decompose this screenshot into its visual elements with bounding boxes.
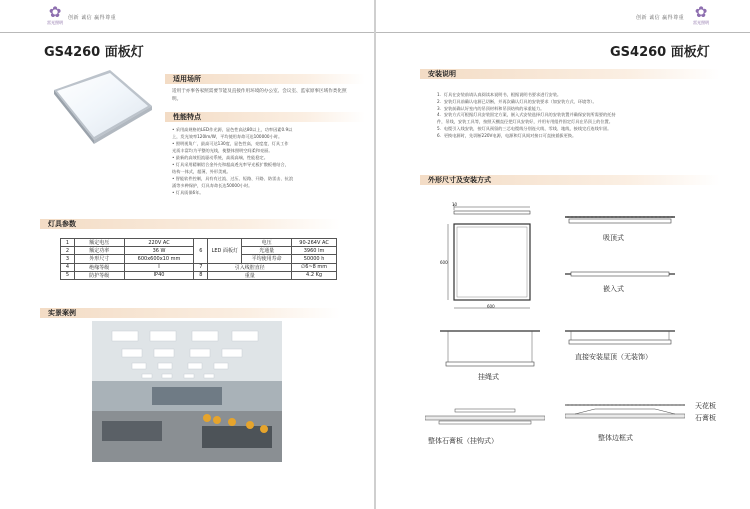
gypsum-frame-drawing xyxy=(565,402,685,426)
flower-icon: ✿ xyxy=(694,3,708,21)
install-step: 5．电缆引入线安装，按灯具预留的三芯电缆线分别连火线、零线、地线，接线完后连线牢固。 xyxy=(437,125,612,131)
feature-item: • 智能软件控制，具有有过流、过压、短路、开路、防雷击、抗浪 xyxy=(172,176,294,181)
section-dimensions: 外形尺寸及安装方式 xyxy=(420,175,720,185)
install-step: 6．更换电源时，先切断220V电源，电源和灯具间对接口可直接插拔更换。 xyxy=(437,132,577,138)
table-row: 3 外形尺寸 600x600x10 mm 平均使用寿命 50000 h xyxy=(61,255,337,263)
table-row: 2 额定功率 36 W 光通量 3960 lm xyxy=(61,247,337,255)
gypsum-hang-drawing xyxy=(425,408,545,428)
left-page xyxy=(0,0,374,509)
office-photo xyxy=(92,321,282,462)
ceiling-board-label: 天花板 xyxy=(695,402,716,410)
page-title: GS4260 面板灯 xyxy=(610,45,710,60)
install-step: 2．安装灯具前确认电源已切断，并再次确认灯具的安装要求（如安装方式、环境等）。 xyxy=(437,98,597,104)
install-step: 件，吊线，安装工具等，按照天棚直径把灯具安装好，并用专用组件固定灯具在吊顶上的位置。 xyxy=(437,119,613,125)
suspended-label: 挂绳式 xyxy=(478,373,499,381)
gypsum-board-label: 石膏板 xyxy=(695,414,716,422)
recessed-label: 嵌入式 xyxy=(603,285,624,293)
applicable-text: 适用于亦事各家照需要节能及直接作用环境的办公室、会议室、监家原事区域作类化照明。 xyxy=(172,89,347,102)
feature-item: • 最新的高效恒流驱动系统，高质高端，性能稳定。 xyxy=(172,155,268,160)
features-list xyxy=(172,126,293,196)
page-title: GS4260 面板灯 xyxy=(44,45,144,60)
panel-light-image xyxy=(40,66,158,150)
section-params: 灯具参数 xyxy=(40,219,340,229)
install-steps xyxy=(437,92,616,140)
dim-thickness: 10 xyxy=(452,202,458,207)
feature-item: • 采用高规格的LED作光源，显色性高达80以上，功率因素0.9以 xyxy=(172,127,293,132)
section-install: 安装说明 xyxy=(420,69,720,79)
feature-item: • 灯具采用精制铝合金外壳和超高透光率导光板扩散板相结合， xyxy=(172,162,289,167)
suspended-drawing xyxy=(440,328,540,370)
params-table xyxy=(60,238,337,280)
dimension-drawing xyxy=(440,200,540,320)
install-step: 3．安装前确认好室内的吊顶材料和吊顶结构的承重能力。 xyxy=(437,105,545,111)
ceiling-mount-drawing xyxy=(565,214,675,228)
brand-logo xyxy=(690,4,712,30)
feature-item: 结构一体式，超薄，外形美观。 xyxy=(172,169,231,174)
gypsum-hang-label: 整体石膏板（挂钩式） xyxy=(428,437,498,445)
recessed-drawing xyxy=(565,268,675,282)
feature-item: 上，发光效率120lm/W，平均使用寿命可达100000小时。 xyxy=(172,134,283,139)
direct-ceiling-drawing xyxy=(565,328,675,348)
brand-logo xyxy=(44,4,66,30)
feature-item: • 灯具质保6年。 xyxy=(172,190,204,195)
header-bar xyxy=(376,0,750,33)
slogan: 创新 诚信 赢得尊重 xyxy=(68,15,117,21)
right-page xyxy=(376,0,750,509)
section-features: 性能特点 xyxy=(165,112,365,122)
feature-item: 涌等多种保护，灯具寿命长达50000小时。 xyxy=(172,183,253,188)
table-row: 4 绝缘等级 I 7 引入线腔直径 ∅6~8 mm xyxy=(61,263,337,271)
brand-name: 雷光照明 xyxy=(693,20,709,25)
section-applicable: 适用场所 xyxy=(165,74,365,84)
group-no: 6 xyxy=(194,239,208,264)
ceiling-mount-label: 吸顶式 xyxy=(603,234,624,242)
install-step: 1．灯具在安装前请认真阅读本说明书，根据说明书要求进行安装。 xyxy=(437,92,562,97)
install-step: 4．安装方式可根据灯具安装固定方案，嵌入式安装选择灯具的安装装置并确保安装所需要的托持 xyxy=(437,112,616,118)
dim-height: 600 xyxy=(440,260,448,265)
direct-ceiling-label: 直接安装屋顶（无装饰） xyxy=(575,353,652,361)
dim-width: 600 xyxy=(487,304,495,309)
header-bar xyxy=(0,0,374,33)
table-row: 1 额定电压 220V AC 6 LED 面板灯 电压 90-264V AC xyxy=(61,239,337,247)
section-case: 实景案例 xyxy=(40,308,340,318)
group-label: LED 面板灯 xyxy=(208,239,242,264)
feature-item: • 照明视角广，最高可达130度，显色性高，亮度度，灯具工作 xyxy=(172,141,289,146)
gypsum-frame-label: 整体边框式 xyxy=(598,434,633,442)
flower-icon: ✿ xyxy=(48,3,62,21)
feature-item: 光质丰富均为平整的光线，使整体照明空间柔和亮丽。 xyxy=(172,148,273,153)
table-row: 5 防护等级 IP40 8 重量 4.2 Kg xyxy=(61,271,337,279)
slogan: 创新 诚信 赢得尊重 xyxy=(636,15,685,21)
brand-name: 雷光照明 xyxy=(47,20,63,25)
